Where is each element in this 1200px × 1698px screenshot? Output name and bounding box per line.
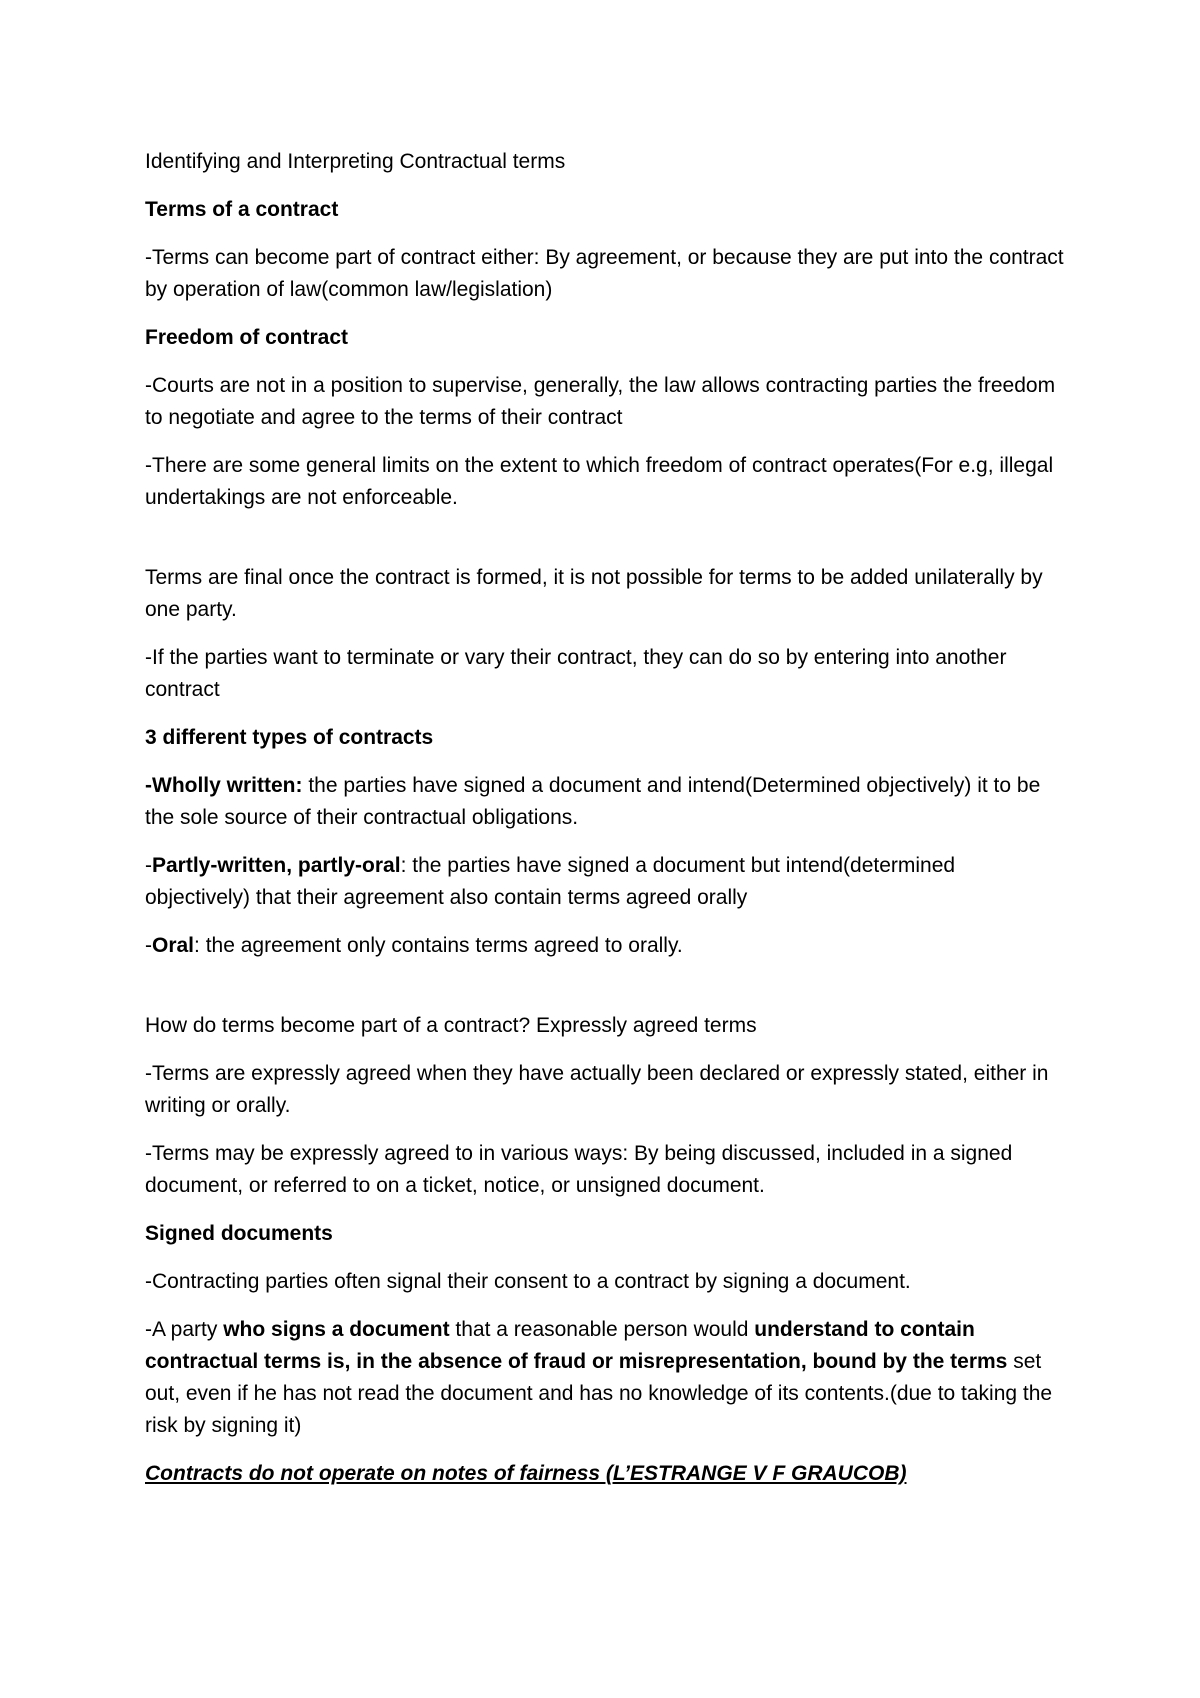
paragraph-type-wholly-written bbox=[145, 770, 1065, 834]
heading-signed-documents: Signed documents bbox=[145, 1222, 333, 1245]
type-3-prefix: - bbox=[145, 934, 152, 957]
paragraph-terms-final: Terms are final once the contract is formed, it is not possible for terms to be added unilaterally by one party. bbox=[145, 566, 1043, 621]
paragraph-expressly-agreed-ways: -Terms may be expressly agreed to in various ways: By being discussed, included in a signed document, or referred to on a ticket, notice, or unsigned document. bbox=[145, 1142, 1013, 1197]
type-2-label: Partly-written, partly-oral bbox=[152, 854, 401, 877]
type-2-text: : the parties have signed a document but intend(determined objectively) that their agreement also contain terms agreed orally bbox=[145, 854, 956, 909]
signed-rule-part-1: -A party bbox=[145, 1318, 224, 1341]
type-1-prefix: - bbox=[145, 774, 152, 797]
signed-rule-part-4: understand to contain contractual terms is, in the absence of fraud or misrepresentation, bound by the terms bbox=[145, 1318, 1008, 1373]
type-3-text: : the agreement only contains terms agreed to orally. bbox=[194, 934, 683, 957]
paragraph-signing-consent: -Contracting parties often signal their consent to a contract by signing a document. bbox=[145, 1270, 911, 1293]
paragraph-general-limits: -There are some general limits on the extent to which freedom of contract operates(For e.g, illegal undertakings are not enforceable. bbox=[145, 454, 1054, 509]
signed-rule-part-3: that a reasonable person would bbox=[449, 1318, 755, 1341]
heading-terms-of-contract: Terms of a contract bbox=[145, 198, 339, 221]
paragraph-type-oral bbox=[145, 930, 1065, 962]
paragraph-expressly-agreed-definition: -Terms are expressly agreed when they have actually been declared or expressly stated, either in writing or orally. bbox=[145, 1062, 1049, 1117]
document-body bbox=[145, 146, 1065, 1506]
paragraph-terminate-vary: -If the parties want to terminate or vary their contract, they can do so by entering into another contract bbox=[145, 646, 1007, 701]
heading-freedom-of-contract: Freedom of contract bbox=[145, 326, 349, 349]
document-title: Identifying and Interpreting Contractual terms bbox=[145, 150, 566, 173]
type-2-prefix: - bbox=[145, 854, 152, 877]
heading-types-of-contracts: 3 different types of contracts bbox=[145, 726, 434, 749]
case-heading-lestrange: Contracts do not operate on notes of fairness (L’ESTRANGE V F GRAUCOB) bbox=[145, 1462, 907, 1485]
paragraph-terms-agreement: -Terms can become part of contract either: By agreement, or because they are put into the contract by operation of law(common law/legislation) bbox=[145, 246, 1064, 301]
type-1-label: Wholly written: bbox=[152, 774, 303, 797]
signed-rule-part-5: set out, even if he has not read the document and has no knowledge of its contents.(due to taking the risk by signing it) bbox=[145, 1350, 1053, 1437]
paragraph-type-partly-written bbox=[145, 850, 1065, 914]
paragraph-how-terms-become-part: How do terms become part of a contract? Expressly agreed terms bbox=[145, 1014, 757, 1037]
paragraph-courts-supervise: -Courts are not in a position to supervise, generally, the law allows contracting parties the freedom to negotiate and agree to the terms of their contract bbox=[145, 374, 1056, 429]
type-1-text: the parties have signed a document and intend(Determined objectively) it to be the sole source of their contractual obligations. bbox=[145, 774, 1041, 829]
paragraph-party-who-signs bbox=[145, 1314, 1065, 1442]
signed-rule-part-2: who signs a document bbox=[223, 1318, 450, 1341]
type-3-label: Oral bbox=[152, 934, 195, 957]
